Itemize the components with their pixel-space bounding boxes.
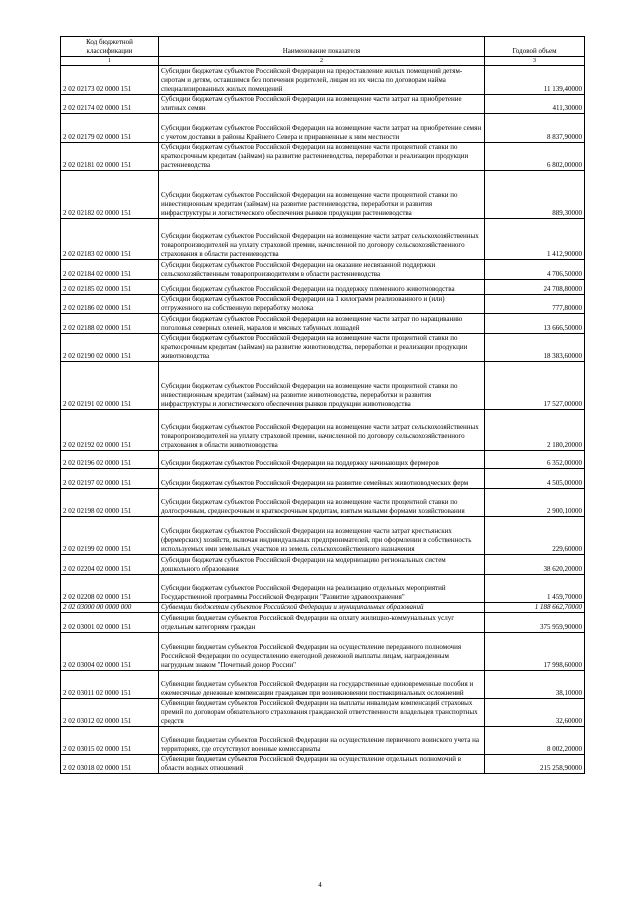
row-name: Субсидии бюджетам субъектов Российской Федерации на возмещение части затрат сельскохозяйственных товаропроизводителей на уплату страховой премии, начисленной по договору сельскохозяйственного страхования в области животноводства [159, 410, 485, 451]
column-number: 1 [61, 57, 159, 66]
row-name: Субсидии бюджетам субъектов Российской Федерации на 1 килограмм реализованного и (или) отгруженного на собственную переработку молока [159, 295, 485, 314]
row-code: 2 02 02208 02 0000 151 [61, 575, 159, 603]
table-row [61, 575, 585, 603]
table-row [61, 613, 585, 633]
row-code: 2 02 02198 02 0000 151 [61, 489, 159, 517]
table-row [61, 633, 585, 671]
row-code: 2 02 02186 02 0000 151 [61, 295, 159, 314]
row-code: 2 02 02197 02 0000 151 [61, 469, 159, 489]
row-volume: 6 802,00000 [485, 143, 585, 171]
table-row [61, 114, 585, 143]
row-code: 2 02 02196 02 0000 151 [61, 451, 159, 469]
column-number: 3 [485, 57, 585, 66]
table-row [61, 66, 585, 95]
row-code: 2 02 03011 02 0000 151 [61, 671, 159, 699]
row-name: Субсидии бюджетам субъектов Российской Федерации на возмещение части процентной ставки по долгосрочным, среднесрочным и краткосрочным кредитам, взятым малыми формами хозяйствования [159, 489, 485, 517]
row-volume: 38 620,20000 [485, 555, 585, 575]
row-name: Субсидии бюджетам субъектов Российской Федерации на возмещение части затрат по наращиванию поголовья северных оленей, маралов и мясных табунных лошадей [159, 314, 485, 334]
header-code: Код бюджетной классификации [61, 37, 159, 57]
row-volume: 777,80000 [485, 295, 585, 314]
row-code: 2 02 03015 02 0000 151 [61, 727, 159, 755]
table-row [61, 260, 585, 280]
row-code: 2 02 02183 02 0000 151 [61, 219, 159, 260]
row-volume: 2 180,20000 [485, 410, 585, 451]
row-volume: 375 959,90000 [485, 613, 585, 633]
row-volume: 1 412,90000 [485, 219, 585, 260]
row-name: Субсидии бюджетам субъектов Российской Федерации на возмещение части затрат крестьянских (фермерских) хозяйств, включая индивидуальных предпринимателей, при оформлении в собственность используемых ими земельных участков из земель сельскохозяйственного назначения [159, 517, 485, 555]
row-code: 2 02 02199 02 0000 151 [61, 517, 159, 555]
row-volume: 215 258,90000 [485, 755, 585, 774]
row-volume: 411,30000 [485, 95, 585, 114]
table-row [61, 280, 585, 295]
row-volume: 8 837,90000 [485, 114, 585, 143]
row-volume: 38,10000 [485, 671, 585, 699]
table-row [61, 143, 585, 171]
row-code: 2 02 02182 02 0000 151 [61, 171, 159, 219]
row-volume: 11 139,40000 [485, 66, 585, 95]
row-name: Субсидии бюджетам субъектов Российской Федерации на поддержку племенного животноводства [159, 280, 485, 295]
row-volume: 1 188 662,70000 [485, 603, 585, 613]
row-name: Субсидии бюджетам субъектов Российской Федерации на возмещение части затрат сельскохозяйственных товаропроизводителей на уплату страховой премии, начисленной по договору сельскохозяйственного страхования в области растениеводства [159, 219, 485, 260]
table-row [61, 603, 585, 613]
row-code: 2 02 02191 02 0000 151 [61, 362, 159, 410]
header-name: Наименование показателя [159, 37, 485, 57]
row-name: Субвенции бюджетам субъектов Российской Федерации на государственные единовременные пособия и ежемесячные денежные компенсации гражданам при возникновении поствакцинальных осложнений [159, 671, 485, 699]
table-row [61, 295, 585, 314]
table-row [61, 727, 585, 755]
row-code: 2 02 02204 02 0000 151 [61, 555, 159, 575]
row-name: Субвенции бюджетам субъектов Российской Федерации на осуществление отдельных полномочий в области водных отношений [159, 755, 485, 774]
header-volume: Годовой объем [485, 37, 585, 57]
column-number-row [61, 57, 585, 66]
row-volume: 4 505,00000 [485, 469, 585, 489]
row-code: 2 02 03012 02 0000 151 [61, 699, 159, 727]
table-row [61, 334, 585, 362]
page-number: 4 [318, 881, 322, 889]
column-number: 2 [159, 57, 485, 66]
row-volume: 6 352,00000 [485, 451, 585, 469]
row-name: Субвенции бюджетам субъектов Российской Федерации на осуществление первичного воинского учета на территориях, где отсутствуют военные комиссариаты [159, 727, 485, 755]
row-code: 2 02 02181 02 0000 151 [61, 143, 159, 171]
row-code: 2 02 02185 02 0000 151 [61, 280, 159, 295]
row-code: 2 02 02188 02 0000 151 [61, 314, 159, 334]
row-volume: 18 383,60000 [485, 334, 585, 362]
row-name: Субсидии бюджетам субъектов Российской Федерации на возмещение части процентной ставки по инвестиционным кредитам (займам) на развитие растениеводства, переработки и развития инфраструктуры и логистического обеспечения рынков продукции растениеводства [159, 171, 485, 219]
row-code: 2 02 02173 02 0000 151 [61, 66, 159, 95]
row-volume: 17 527,00000 [485, 362, 585, 410]
row-code: 2 02 02190 02 0000 151 [61, 334, 159, 362]
row-name: Субсидии бюджетам субъектов Российской Федерации на оказание несвязанной поддержки сельскохозяйственным товаропроизводителям в области растениеводства [159, 260, 485, 280]
row-volume: 889,30000 [485, 171, 585, 219]
table-row [61, 95, 585, 114]
table-row [61, 362, 585, 410]
row-volume: 4 706,50000 [485, 260, 585, 280]
table-row [61, 555, 585, 575]
row-name: Субвенции бюджетам субъектов Российской Федерации на оплату жилищно-коммунальных услуг отдельным категориям граждан [159, 613, 485, 633]
row-name: Субвенции бюджетам субъектов Российской Федерации и муниципальных образований [159, 603, 485, 613]
row-code: 2 02 03000 00 0000 000 [61, 603, 159, 613]
row-code: 2 02 03001 02 0000 151 [61, 613, 159, 633]
table-row [61, 219, 585, 260]
row-volume: 13 666,50000 [485, 314, 585, 334]
row-volume: 24 708,80000 [485, 280, 585, 295]
row-code: 2 02 02179 02 0000 151 [61, 114, 159, 143]
table-row [61, 489, 585, 517]
row-name: Субвенции бюджетам субъектов Российской Федерации на выплаты инвалидам компенсаций страховых премий по договорам обязательного страхования гражданской ответственности владельцев транспортных средств [159, 699, 485, 727]
table-row [61, 755, 585, 774]
table-row [61, 451, 585, 469]
row-name: Субсидии бюджетам субъектов Российской Федерации на модернизацию региональных систем дошкольного образования [159, 555, 485, 575]
row-volume: 229,60000 [485, 517, 585, 555]
row-volume: 17 998,60000 [485, 633, 585, 671]
row-code: 2 02 02174 02 0000 151 [61, 95, 159, 114]
table-row [61, 410, 585, 451]
row-name: Субсидии бюджетам субъектов Российской Федерации на возмещение части процентной ставки по инвестиционным кредитам (займам) на развитие животноводства, переработки и развития инфраструктуры и логистического обеспечения рынков продукции животноводства [159, 362, 485, 410]
row-name: Субсидии бюджетам субъектов Российской Федерации на поддержку начинающих фермеров [159, 451, 485, 469]
row-volume: 8 002,20000 [485, 727, 585, 755]
row-name: Субсидии бюджетам субъектов Российской Федерации на возмещение части процентной ставки по краткосрочным кредитам (займам) на развитие растениеводства, переработки и реализации продукции растениеводства [159, 143, 485, 171]
row-code: 2 02 03004 02 0000 151 [61, 633, 159, 671]
row-volume: 1 459,70000 [485, 575, 585, 603]
table-row [61, 469, 585, 489]
row-volume: 2 900,10000 [485, 489, 585, 517]
row-name: Субсидии бюджетам субъектов Российской Федерации на возмещение части процентной ставки по краткосрочным кредитам (займам) на развитие животноводства, переработки и реализации продукции животноводства [159, 334, 485, 362]
budget-table [60, 36, 585, 774]
row-name: Субвенции бюджетам субъектов Российской Федерации на осуществление переданного полномочия Российской Федерации по осуществлению ежегодной денежной выплаты лицам, награжденным нагрудным знаком "Почетный донор России" [159, 633, 485, 671]
table-row [61, 314, 585, 334]
header-row [61, 37, 585, 57]
table-row [61, 171, 585, 219]
row-name: Субсидии бюджетам субъектов Российской Федерации на возмещение части затрат на приобретение семян с учетом доставки в районы Крайнего Севера и приравненные к ним местности [159, 114, 485, 143]
row-name: Субсидии бюджетам субъектов Российской Федерации на предоставление жилых помещений детям-сиротам и детям, оставшимся без попечения родителей, лицам из их числа по договорам найма специализированных жилых помещений [159, 66, 485, 95]
table-row [61, 517, 585, 555]
table-row [61, 699, 585, 727]
row-name: Субсидии бюджетам субъектов Российской Федерации на реализацию отдельных мероприятий Государственной программы Российской Федерации "Развитие здравоохранения" [159, 575, 485, 603]
row-code: 2 02 03018 02 0000 151 [61, 755, 159, 774]
row-volume: 32,60000 [485, 699, 585, 727]
row-code: 2 02 02184 02 0000 151 [61, 260, 159, 280]
row-code: 2 02 02192 02 0000 151 [61, 410, 159, 451]
table-row [61, 671, 585, 699]
row-name: Субсидии бюджетам субъектов Российской Федерации на развитие семейных животноводческих ферм [159, 469, 485, 489]
row-name: Субсидии бюджетам субъектов Российской Федерации на возмещение части затрат на приобретение элитных семян [159, 95, 485, 114]
